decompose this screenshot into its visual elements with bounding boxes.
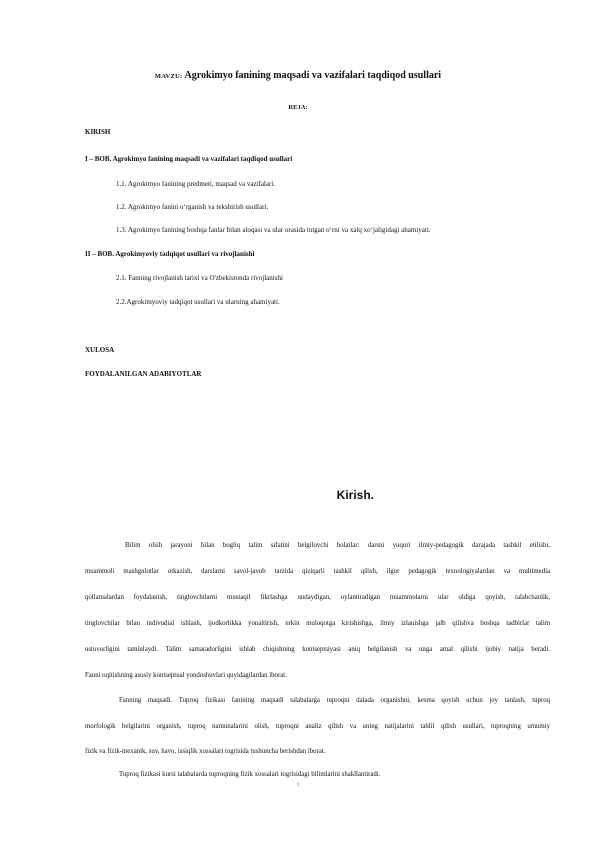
body-line: tinglovchilar bilan indivudial ishlash, ijodkorlikka yonaltirish, erkin muloqotga kirishishga, ilmiy izlanishga jalb qilishva boshqa tadbirlar talim xyxy=(85,620,550,627)
body-line: Tuproq fizikasi kursi talabalarda tuproqning fizik xossalari togrisidagi bilimlarini shakllantiradi. xyxy=(119,771,381,778)
plan-heading: REJA: xyxy=(288,104,308,111)
toc-item-1-3: 1.3. Agrokimyo fanining boshqa fanlar bilan aloqasi va ular orasida tutgan o‘rni va xalq xo‘jaligidagi ahamiyati. xyxy=(116,226,431,234)
body-line: qollamalardan foydalanish, tinglovchilarni mustaqil fikrlashga undaydigan, oylantiradigan muammolarni ular oldiga qoyish, talabchanlik, xyxy=(85,594,550,601)
toc-item-1-1: 1.1. Agrokimyo fanining predmeti, maqsad va vazifalari. xyxy=(116,180,276,188)
body-line: Fanni oqitishning asosiy kontseptual yondoshuvlari quyidagilardan iborat. xyxy=(85,672,287,679)
title-text: Agrokimyo fanining maqsadi va vazifalari taqdiqod usullari xyxy=(184,70,442,81)
page-number: 1 xyxy=(296,782,300,788)
body-line: Bilim olish jarayoni bilan bogliq talim sifatini belgilovchi holatlar: darsni yuqori ilmiy-pedagogik darajada tashkil etilishi, xyxy=(125,542,550,549)
toc-item-kirish: KIRISH xyxy=(85,128,111,136)
body-line: fizik va fizik-mexanik, suv, havo, issiqlik xossalari togrisida tushuncha berishdan iborat. xyxy=(85,748,326,755)
toc-item-2-2: 2.2.Agrokimyoviy tadqiqot usullari va ularning ahamiyati. xyxy=(116,298,280,306)
title-prefix: MAVZU: xyxy=(154,73,183,80)
body-line: morfologik belgilarini organish, tuproq namunalarini olish, tuproqni analiz qilish va uning natijalarini tahlil qilish usullari, tuproqning umumiy xyxy=(85,723,550,730)
toc-item-xulosa: XULOSA xyxy=(85,346,115,354)
body-line: Fanning maqsadi. Tuproq fizikasi fanining maqsadi talabalarga tuproqni dalada organishni, kesma qoyish uchun joy tanlash, tuproq xyxy=(119,697,550,704)
toc-item-chapter-1: I – BOB. Agrokimyo fanining maqsadi va vazifalari taqdiqod usullari xyxy=(85,155,293,163)
toc-item-1-2: 1.2. Agrokimyo fanini o‘rganish va tekshirish usullari. xyxy=(116,203,269,211)
body-line: ustuvorligini taminlaydi. Talim samaradorligini ishlab chiqishning kontseptsiyasi aniq belgilanish va unga amal qilishi ijobiy natija beradi. xyxy=(85,646,550,653)
toc-item-references: FOYDALANILGAN ADABIYOTLAR xyxy=(85,370,202,378)
toc-item-2-1: 2.1. Fanning rivojlanish tarixi va O'zbekistonda rivojlanishi xyxy=(116,274,283,282)
toc-item-chapter-2: II – BOB. Agrokimyoviy tadqiqot usullari va rivojlanishi xyxy=(85,250,255,258)
document-title xyxy=(0,70,596,81)
body-line: muammoli mashgulotlar otkazish, darslarni savol-javob tarzida qiziqarli tashkil qilish, ilgor pedagogik texnologiyalardan va multimedia xyxy=(85,568,550,575)
section-heading: Kirish. xyxy=(336,488,374,502)
